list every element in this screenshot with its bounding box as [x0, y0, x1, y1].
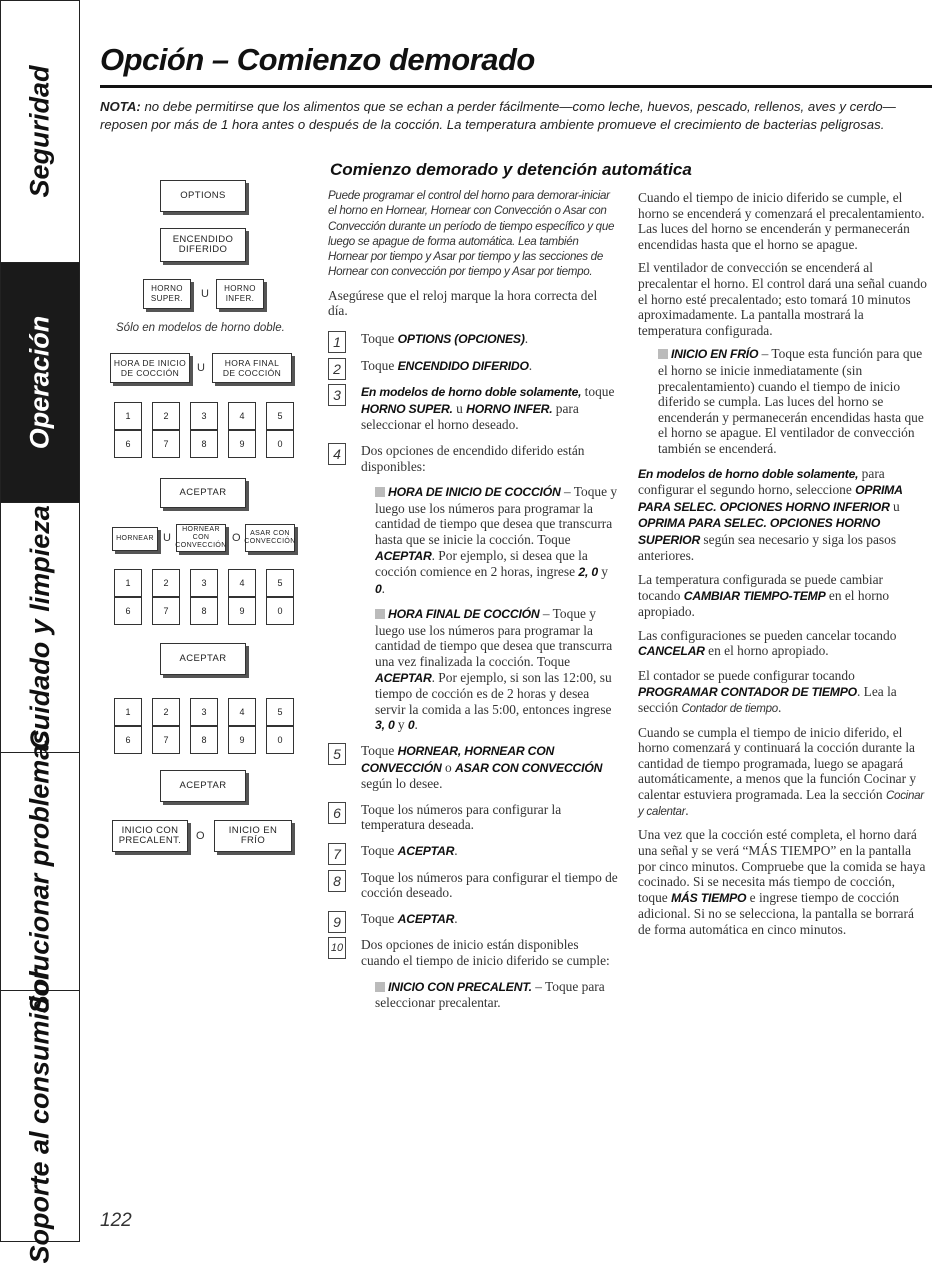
clock-paragraph: Asegúrese que el reloj marque la hora correcta del día.	[328, 287, 598, 319]
step-number: 3	[328, 384, 346, 406]
key-label: 2	[163, 578, 169, 588]
paragraph-text: según sea necesario y siga los pasos anteriores.	[638, 531, 897, 564]
key-label: 7	[163, 735, 169, 745]
delay-start-button[interactable]	[160, 228, 246, 262]
paragraph-text: e ingrese tiempo de cocción adicional. Si no se selecciona, la pantalla se borrará de forma automática en cinco minutos.	[638, 889, 914, 938]
keypad-3-key[interactable]	[114, 698, 142, 726]
cook-start-time-button[interactable]	[110, 353, 190, 383]
or-separator: U	[163, 532, 171, 544]
section-reference: Contador de tiempo	[681, 702, 778, 716]
cook-end-option	[375, 606, 618, 734]
section-title: Comienzo demorado y detención automática	[330, 160, 692, 179]
step-text: Dos opciones de encendido diferido están disponibles:	[361, 442, 585, 474]
convection-bake-button[interactable]	[176, 524, 226, 552]
step-keyword: HORNO SUPER.	[361, 401, 453, 416]
keypad-3-key[interactable]	[228, 698, 256, 726]
page-number: 122	[100, 1210, 132, 1231]
keypad-3-key[interactable]	[266, 726, 294, 754]
cook-end-time-button[interactable]	[212, 353, 292, 383]
step-keyword: OPTIONS (OPCIONES)	[397, 331, 525, 346]
tab-operacion[interactable]	[1, 263, 79, 503]
option-text: – Toque para seleccionar precalentar.	[375, 978, 605, 1011]
keypad-2-key[interactable]	[228, 569, 256, 597]
key-label: 3	[201, 411, 207, 421]
cancel-paragraph	[638, 628, 928, 660]
preheat-start-label-1: INICIO CON	[121, 825, 179, 836]
paragraph-text: en el horno apropiado.	[704, 643, 829, 659]
auto-off-paragraph	[638, 725, 928, 820]
option-keyword: 3, 0	[375, 718, 395, 733]
page-title: Opción – Comienzo demorado	[100, 42, 535, 77]
timer-paragraph	[638, 668, 928, 716]
paragraph-text: .	[685, 803, 689, 819]
section-sidebar	[0, 0, 80, 1263]
convection-fan-paragraph: El ventilador de convección se encenderá al precalentar el horno. El control dará una señal cuando el horno esté precalentado; esto tomará 10 minutos aproximadamente. La pantalla mostrará la temperatura configurada.	[638, 260, 927, 338]
accept-label: ACEPTAR	[179, 487, 227, 498]
key-label: 4	[239, 578, 245, 588]
option-keyword: ACEPTAR	[375, 670, 432, 685]
keypad-1-key[interactable]	[266, 430, 294, 458]
section-reference: Cocinar y calentar	[638, 788, 924, 819]
upper-oven-label-2: SUPER.	[150, 294, 184, 303]
option-keyword: 2, 0	[578, 565, 598, 580]
step-number: 4	[328, 443, 346, 465]
paragraph-text: El contador se puede configurar tocando	[638, 668, 855, 684]
step-number: 9	[328, 911, 346, 933]
key-label: 0	[277, 439, 283, 449]
keypad-3-key[interactable]	[152, 726, 180, 754]
step-3	[328, 384, 618, 433]
keypad-2-key[interactable]	[266, 597, 294, 625]
double-oven-caption: Sólo en modelos de horno doble.	[116, 322, 285, 334]
delay-start-label-2: DIFERIDO	[178, 244, 228, 255]
key-label: 6	[125, 735, 131, 745]
cold-start-button[interactable]	[214, 820, 292, 852]
step-text: Toque	[361, 330, 398, 346]
option-keyword: 0	[375, 581, 382, 596]
keypad-1-key[interactable]	[114, 430, 142, 458]
step-keyword: ASAR CON CONVECCIÓN	[455, 760, 603, 775]
keypad-1-key[interactable]	[190, 402, 218, 430]
key-label: 3	[201, 707, 207, 717]
bake-label: HORNEAR	[116, 535, 154, 542]
note-text: no debe permitirse que los alimentos que se echan a perder fácilmente—como leche, huevos, pescado, rellenos, aves y cerdo— reposen por más de 1 hora antes o después de la cocción. La temperatura ambiente promueve el crecimiento de bacterias peligrosas.	[100, 99, 896, 132]
tab-label: Soporte al consumidor	[24, 968, 55, 1263]
cook-end-label-2: DE COCCIÓN	[222, 368, 282, 378]
option-keyword: ACEPTAR	[375, 548, 432, 563]
step-text: Toque	[361, 357, 398, 373]
step-text: .	[528, 357, 533, 373]
key-label: 1	[125, 578, 131, 588]
step-number: 6	[328, 802, 346, 824]
key-label: 5	[277, 411, 283, 421]
tab-label: Solucionar problemas	[24, 729, 55, 1014]
keypad-3-key[interactable]	[228, 726, 256, 754]
paragraph-keyword: En modelos de horno doble solamente,	[638, 466, 859, 481]
title-rule	[100, 85, 932, 88]
keypad-2-key[interactable]	[266, 569, 294, 597]
paragraph-text: Una vez que la cocción esté completa, el horno dará una señal y se verá “MÁS TIEMPO” en la pantalla por cinco minutos. Compruebe que la comida se haya cocinado. Si se necesita más tiempo de cocción, toque	[638, 827, 926, 905]
step-7	[328, 843, 618, 860]
step-number: 2	[328, 358, 346, 380]
step-text: Toque	[361, 910, 398, 926]
step-number: 5	[328, 743, 346, 765]
key-label: 9	[239, 735, 245, 745]
step-text: Toque los números para configurar la temperatura deseada.	[361, 801, 562, 833]
step-number: 7	[328, 843, 346, 865]
key-label: 2	[163, 411, 169, 421]
lower-oven-label-1: HORNO	[224, 284, 256, 293]
conv-roast-label-2: CONVECCIÓN	[244, 538, 296, 545]
tab-label: Seguridad	[24, 65, 55, 198]
key-label: 0	[277, 735, 283, 745]
cook-start-option	[375, 484, 618, 597]
option-text: –	[560, 484, 571, 500]
upper-oven-label-1: HORNO	[151, 284, 183, 293]
accept-button-2[interactable]	[160, 643, 246, 675]
paragraph-keyword: CAMBIAR TIEMPO-TEMP	[683, 588, 826, 603]
step-keyword: HORNEAR CON CONVECCIÓN	[361, 744, 555, 775]
step-8	[328, 870, 618, 901]
paragraph-text: en el horno apropiado.	[638, 587, 890, 620]
step-2	[328, 358, 618, 375]
accept-label: ACEPTAR	[179, 780, 227, 791]
bullet-icon	[658, 349, 668, 359]
key-label: 9	[239, 606, 245, 616]
key-label: 6	[125, 606, 131, 616]
step-keyword: ACEPTAR	[397, 844, 455, 858]
step-text: toque	[581, 384, 615, 400]
accept-label: ACEPTAR	[179, 653, 227, 664]
conv-roast-label-1: ASAR CON	[250, 530, 290, 537]
keypad-3-key[interactable]	[190, 726, 218, 754]
paragraph-text: . Lea la sección	[638, 683, 897, 716]
double-oven-paragraph	[638, 466, 928, 565]
step-keyword: ACEPTAR	[397, 911, 455, 926]
step-5	[328, 743, 618, 792]
paragraph-text: .	[777, 700, 782, 716]
tab-soporte-al-consumidor[interactable]	[1, 968, 79, 1263]
step-keyword: En modelos de horno doble solamente,	[361, 385, 582, 400]
option-text: – Toque y luego use los números para programar la cantidad de tiempo que desea que transcurra una vez finalizada la cocción. Toque	[375, 606, 613, 670]
keypad-1-key[interactable]	[152, 402, 180, 430]
lower-oven-button[interactable]	[216, 279, 264, 309]
option-keyword: HORA DE INICIO DE COCCIÓN	[388, 485, 561, 500]
accept-button-1[interactable]	[160, 478, 246, 508]
step-6	[328, 802, 618, 833]
key-label: 6	[125, 439, 131, 449]
step-number: 1	[328, 331, 346, 353]
note-prefix: NOTA:	[100, 99, 141, 114]
or-separator: U	[201, 288, 209, 300]
key-label: 7	[163, 606, 169, 616]
key-label: 8	[201, 606, 207, 616]
option-text: .	[381, 580, 385, 596]
tab-solucionar-problemas[interactable]	[1, 729, 79, 1014]
bullet-icon	[375, 609, 385, 619]
step-keyword: HORNO INFER.	[466, 401, 553, 416]
keypad-2-key[interactable]	[152, 597, 180, 625]
step-text: Dos opciones de inicio están disponibles cuando el tiempo de inicio diferido se cumple:	[361, 937, 610, 968]
key-label: 4	[239, 411, 245, 421]
key-label: 1	[125, 707, 131, 717]
key-label: 5	[277, 707, 283, 717]
cook-start-label-1: HORA DE INICIO	[113, 358, 187, 368]
keypad-1-key[interactable]	[266, 402, 294, 430]
step-text: Toque	[361, 843, 398, 858]
safety-note	[100, 98, 930, 133]
paragraph-keyword: OPRIMA PARA SELEC. OPCIONES HORNO INFERIOR	[638, 483, 903, 514]
bake-button[interactable]	[112, 527, 158, 551]
key-label: 9	[239, 439, 245, 449]
tab-cuidado-y-limpieza[interactable]	[1, 503, 79, 753]
key-label: 8	[201, 735, 207, 745]
step-keyword: HORNEAR	[397, 744, 458, 759]
cook-end-label-1: HORA FINAL	[224, 358, 280, 368]
details-column	[638, 190, 928, 946]
paragraph-text: u	[889, 498, 900, 514]
tab-label: Operación	[24, 315, 55, 450]
option-text: – Toque esta función para que el horno se inicie inmediatamente (sin precalentamiento) cuando el tiempo de inicio diferido se cumpla. Las luces del horno se encenderán y permanecerán encendidas hasta que el horno se apague. El ventilador de convección también se encenderá.	[658, 346, 924, 456]
instructions-column	[328, 188, 618, 1020]
conv-bake-label-2: CONVECCIÓN	[175, 542, 227, 549]
keypad-2-key[interactable]	[114, 597, 142, 625]
cold-start-option	[658, 346, 928, 456]
conv-bake-label-1: HORNEAR CON	[182, 526, 220, 541]
key-label: 7	[163, 439, 169, 449]
keypad-3-key[interactable]	[190, 698, 218, 726]
tab-label: Cuidado y limpieza	[24, 505, 55, 750]
keypad-3-key[interactable]	[266, 698, 294, 726]
step-1	[328, 331, 618, 348]
keypad-1-key[interactable]	[228, 402, 256, 430]
bullet-icon	[375, 982, 385, 992]
change-temp-paragraph	[638, 572, 928, 620]
keypad-1-key[interactable]	[152, 430, 180, 458]
step-text: para seleccionar el horno deseado.	[361, 400, 579, 433]
step-keyword: ENCENDIDO DIFERIDO	[397, 358, 529, 373]
convection-roast-button[interactable]	[245, 524, 295, 552]
keypad-2-key[interactable]	[228, 597, 256, 625]
options-button[interactable]	[160, 180, 246, 212]
step-text: según lo desee.	[361, 776, 443, 792]
keypad-1-key[interactable]	[190, 430, 218, 458]
intro-paragraph: Puede programar el control del horno para demorar-iniciar el horno en Hornear, Hornear con Convección o Asar con Convección durante un período de tiempo específico y que luego se apague de forma automática. Lea también Hornear por tiempo y Asar por tiempo y las secciones de Hornear con convección por tiempo y Asar por tiempo.	[328, 189, 615, 279]
cold-start-label-2: FRÍO	[240, 835, 266, 846]
option-keyword: INICIO EN FRÍO	[671, 347, 759, 362]
or-separator: U	[197, 362, 205, 374]
option-text: . Por ejemplo, si desea que la cocción comience en 2 horas, ingrese	[375, 547, 588, 580]
step-keyword: ,	[457, 744, 465, 759]
paragraph-keyword: PROGRAMAR CONTADOR DE TIEMPO	[638, 684, 857, 699]
lower-oven-label-2: INFER.	[225, 294, 255, 303]
preheat-paragraph: Cuando el tiempo de inicio diferido se cumple, el horno se encenderá y comenzará el precalentamiento. Las luces del horno se encenderán y permanecerán encendidas hasta que el horno se apague.	[638, 190, 925, 252]
or-separator: O	[232, 532, 241, 544]
delay-start-label-1: ENCENDIDO	[172, 234, 234, 245]
step-text: u	[452, 400, 467, 416]
keypad-3-key[interactable]	[114, 726, 142, 754]
keypad-2-key[interactable]	[152, 569, 180, 597]
keypad-1-key[interactable]	[114, 402, 142, 430]
paragraph-keyword: CANCELAR	[638, 644, 705, 659]
cook-start-label-2: DE COCCIÓN	[120, 368, 180, 378]
key-label: 0	[277, 606, 283, 616]
step-text: .	[454, 910, 458, 926]
preheat-start-button[interactable]	[112, 820, 188, 852]
preheat-start-label-2: PRECALENT.	[118, 835, 182, 846]
paragraph-keyword: OPRIMA PARA SELEC. OPCIONES HORNO SUPERIOR	[638, 516, 881, 547]
paragraph-text: La temperatura configurada se puede cambiar tocando	[638, 572, 883, 603]
paragraph-text: para configurar el segundo horno, seleccione	[638, 465, 885, 498]
step-4	[328, 443, 618, 474]
cooking-complete-paragraph	[638, 827, 928, 937]
cold-start-label-1: INICIO EN	[228, 825, 278, 836]
option-text: . Por ejemplo, si son las 12:00, su tiempo de cocción es de 2 horas y desea servir la comida a las 5:00, entonces ingrese	[375, 669, 612, 717]
bullet-icon	[375, 487, 385, 497]
key-label: 4	[239, 707, 245, 717]
step-text: o	[441, 759, 456, 775]
step-text: .	[524, 330, 529, 346]
step-number: 10	[328, 937, 346, 959]
option-text: y	[394, 717, 408, 733]
option-keyword: 0	[407, 718, 415, 733]
key-label: 3	[201, 578, 207, 588]
keypad-3-key[interactable]	[152, 698, 180, 726]
paragraph-text: Las configuraciones se pueden cancelar tocando	[638, 627, 897, 643]
step-number: 8	[328, 870, 346, 892]
step-text: .	[454, 843, 458, 858]
paragraph-text: Cuando se cumpla el tiempo de inicio diferido, el horno comenzará y continuará la cocción durante la cantidad de tiempo programada, luego se apagará automáticamente, a menos que la función Cocinar y calentar estuviera programada. Lea la sección	[638, 724, 917, 802]
accept-button-3[interactable]	[160, 770, 246, 802]
option-text: .	[414, 717, 418, 733]
keypad-2-key[interactable]	[190, 597, 218, 625]
option-text: Toque y luego use los números para programar la cantidad de tiempo que desea que transcurra hasta que se inicie la cocción. Toque	[375, 484, 618, 547]
option-text: y	[597, 564, 608, 580]
key-label: 1	[125, 411, 131, 421]
paragraph-keyword: MÁS TIEMPO	[671, 890, 747, 905]
keypad-2-key[interactable]	[190, 569, 218, 597]
step-text: Toque	[361, 743, 398, 759]
preheat-start-option	[375, 979, 618, 1011]
option-keyword: HORA FINAL DE COCCIÓN	[388, 607, 540, 622]
option-keyword: INICIO CON PRECALENT.	[388, 979, 532, 994]
keypad-1-key[interactable]	[228, 430, 256, 458]
key-label: 8	[201, 439, 207, 449]
or-separator: O	[196, 830, 205, 842]
key-label: 5	[277, 578, 283, 588]
keypad-2-key[interactable]	[114, 569, 142, 597]
step-text: Toque los números para configurar el tiempo de cocción deseado.	[361, 869, 618, 901]
tab-seguridad[interactable]	[1, 1, 79, 263]
options-label: OPTIONS	[180, 190, 226, 201]
key-label: 2	[163, 707, 169, 717]
step-10	[328, 937, 618, 968]
step-9	[328, 911, 618, 928]
upper-oven-button[interactable]	[143, 279, 191, 309]
